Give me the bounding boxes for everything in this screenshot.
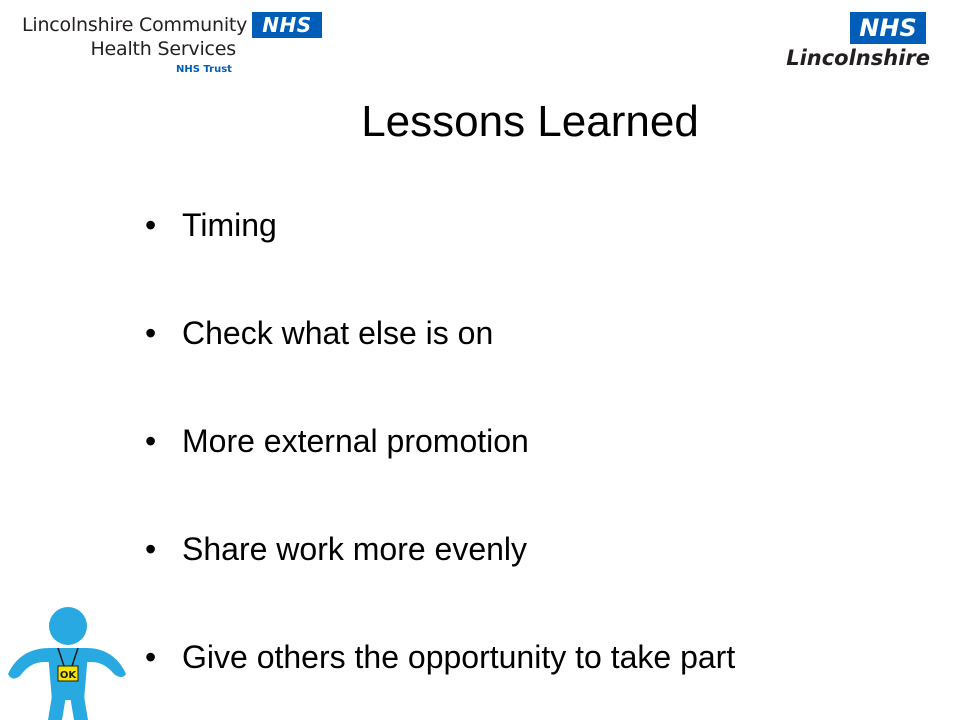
slide-title: Lessons Learned [361, 97, 699, 146]
org-name-line2: Health Services [90, 38, 236, 60]
nhs-badge-right: NHS [850, 12, 926, 44]
bullet-marker: • [145, 639, 157, 675]
org-name-line3: NHS Trust [176, 64, 232, 75]
bullet-marker: • [145, 315, 157, 351]
mascot-badge-text: OK [59, 670, 77, 681]
bullet-text: More external promotion [182, 423, 529, 459]
mascot-head [49, 607, 87, 645]
ok-mascot-icon [0, 604, 130, 720]
bullet-text: Share work more evenly [182, 531, 528, 567]
bullet-item [145, 204, 735, 246]
lchs-logo [22, 12, 312, 78]
org-name-line1: Lincolnshire Community [22, 14, 248, 36]
bullet-marker: • [145, 207, 157, 243]
region-name: Lincolnshire [786, 46, 930, 70]
bullet-text: Timing [182, 207, 277, 243]
bullet-list [145, 204, 735, 678]
bullet-text: Check what else is on [182, 315, 494, 351]
bullet-item [145, 312, 735, 354]
bullet-marker: • [145, 531, 157, 567]
bullet-item [145, 528, 735, 570]
bullet-item [145, 636, 735, 678]
nhs-badge-left: NHS [252, 12, 322, 38]
bullet-marker: • [145, 423, 157, 459]
bullet-item [145, 420, 735, 462]
bullet-text: Give others the opportunity to take part [182, 639, 736, 675]
nhs-lincolnshire-logo [786, 12, 930, 72]
